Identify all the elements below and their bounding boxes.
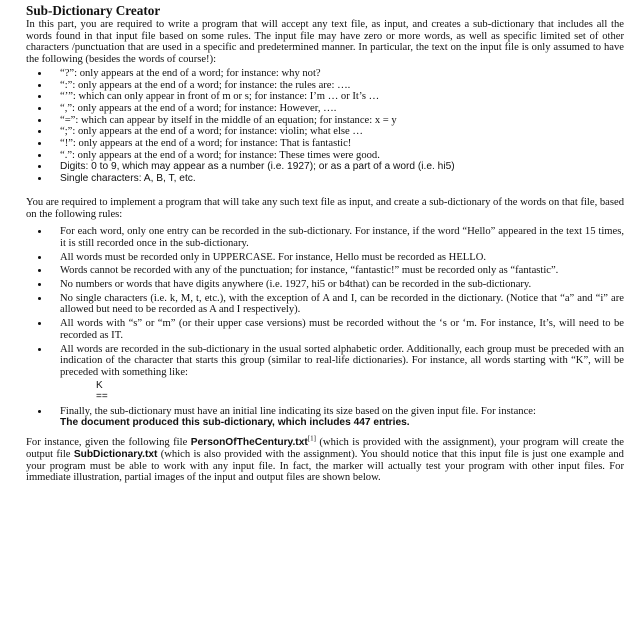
rule-item: • Words cannot be recorded with any of the punctuation; for instance, “fantastic!” must be recorded only as “fantastic”.	[50, 265, 624, 277]
rule-item: • No numbers or words that have digits anywhere (i.e. 1927, hi5 or b4that) can be recorded in the sub-dictionary.	[50, 279, 624, 291]
output-file-name: SubDictionary.txt	[73, 448, 158, 460]
group-header-example	[96, 380, 624, 402]
rule-item: • No single characters (i.e. k, M, t, etc.), with the exception of A and I, can be recorded in the dictionary. (Notice that “a” and “i” are allowed but need to be recorded as A and I respectively).	[50, 293, 624, 316]
list-item: • “.”: only appears at the end of a word; for instance: These times were good.	[50, 150, 624, 162]
rule-item: • For each word, only one entry can be recorded in the sub-dictionary. For instance, if the word “Hello” appeared in the text 15 times, it is still recorded once in the sub-dictionary.	[50, 226, 624, 249]
list-item: • “=”: which can appear by itself in the middle of an equation; for instance: x = y	[50, 115, 624, 127]
rules-intro-paragraph: You are required to implement a program that will take any such text file as input, and create a sub-dictionary of the words on that file, based on the following rules:	[26, 196, 624, 220]
section-title: Sub-Dictionary Creator	[26, 3, 161, 18]
footnote-marker[interactable]: [1]	[307, 434, 316, 443]
input-file-name: PersonOfTheCentury.txt	[190, 437, 308, 449]
list-item: • “’”: which can only appear in front of m or s; for instance: I’m … or It’s …	[50, 91, 624, 103]
intro-paragraph: In this part, you are required to write a program that will accept any text file, as input, and creates a sub-dictionary that includes all the words found in that input file based on some rules. The input file may have zero or more words, as well as specific limited set of other characters /punctuation that are used in a specific and predetermined manner. In particular, the text on the input file is only assumed to have the following (besides the words of course!):	[26, 19, 624, 66]
punctuation-list	[26, 68, 624, 185]
rule-item: • All words must be recorded only in UPPERCASE. For instance, Hello must be recorded as HELLO.	[50, 252, 624, 264]
closing-text: (which is also provided with the assignment). You should notice that this input file is just one example and your program must be able to work with any input file. In fact, the marker will actually test your program with other input files. For immediate illustration, partial images of the input and output files are shown below.	[26, 448, 624, 484]
list-item: • “,”: only appears at the end of a word; for instance: However, ….	[50, 103, 624, 115]
rule-text: Finally, the sub-dictionary must have an initial line indicating its size based on the given input file. For instance:	[60, 405, 536, 417]
closing-paragraph	[26, 434, 624, 484]
list-item: • “;”: only appears at the end of a word; for instance: violin; what else …	[50, 126, 624, 138]
rule-item	[50, 406, 624, 429]
rule-item	[50, 344, 624, 402]
size-line-example: The document produced this sub-dictionary, which includes 447 entries.	[60, 417, 410, 429]
list-item: • Digits: 0 to 9, which may appear as a number (i.e. 1927); or as a part of a word (i.e. hi5)	[50, 161, 624, 173]
list-item: • “:”: only appears at the end of a word; for instance: the rules are: ….	[50, 80, 624, 92]
list-item: • “!”: only appears at the end of a word; for instance: That is fantastic!	[50, 138, 624, 150]
rule-item: • All words with “s” or “m” (or their upper case versions) must be recorded without the ‘s or ‘m. For instance, It’s, will need to be recorded as IT.	[50, 318, 624, 341]
rule-text: All words are recorded in the sub-dictionary in the usual sorted alphabetic order. Additionally, each group must be preceded with an indication of the character that starts this group (similar to real-life dictionaries). For instance, all words starting with “K”, will be preceded with something like:	[60, 343, 624, 378]
list-item: • Single characters: A, B, T, etc.	[50, 173, 624, 185]
rules-list	[26, 226, 624, 429]
list-item: • “?”: only appears at the end of a word; for instance: why not?	[50, 68, 624, 80]
closing-text: For instance, given the following file	[26, 437, 191, 449]
closing-text: (which is provided with the assignment), your program will create the output file	[26, 437, 624, 460]
group-underline: ==	[96, 390, 108, 402]
group-letter: K	[96, 379, 103, 391]
